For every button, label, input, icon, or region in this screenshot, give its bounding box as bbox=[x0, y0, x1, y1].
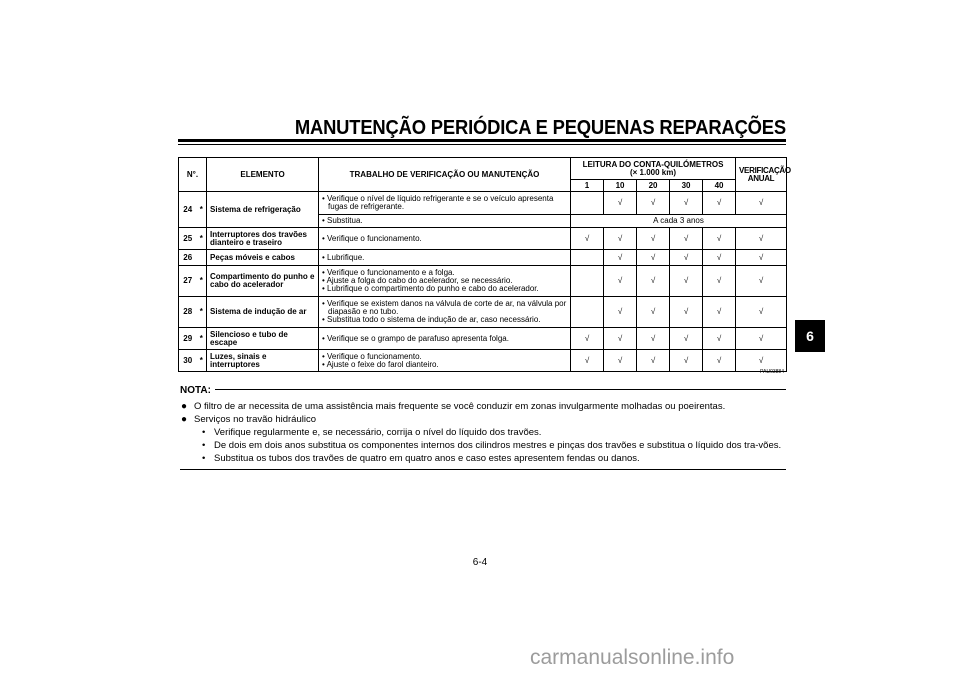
check-cell: √ bbox=[637, 228, 670, 250]
row-number: 30 bbox=[179, 350, 197, 372]
row-star: * bbox=[197, 192, 207, 228]
work-line: • Substitua. bbox=[322, 216, 363, 225]
work-line: • Verifique o funcionamento. bbox=[322, 351, 422, 361]
table-row bbox=[179, 297, 787, 328]
header-odometer-label: LEITURA DO CONTA-QUILÓMETROS bbox=[582, 159, 724, 169]
nota-item-text: Serviços no travão hidráulico bbox=[194, 414, 316, 425]
row-star: * bbox=[197, 297, 207, 328]
check-cell bbox=[571, 266, 604, 297]
header-number: N°. bbox=[179, 158, 207, 192]
check-cell: √ bbox=[670, 297, 703, 328]
header-km-30: 30 bbox=[670, 180, 703, 192]
sub-bullet-icon: • bbox=[202, 440, 206, 451]
row-element: Silencioso e tubo de escape bbox=[207, 328, 319, 350]
nota-subitem bbox=[180, 439, 786, 452]
work-line: • Ajuste o feixe do farol dianteiro. bbox=[322, 359, 439, 369]
check-cell bbox=[571, 250, 604, 266]
header-km-1: 1 bbox=[571, 180, 604, 192]
page-title: MANUTENÇÃO PERIÓDICA E PEQUENAS REPARAÇÕES bbox=[294, 117, 786, 139]
nota-list bbox=[180, 400, 786, 465]
check-cell: √ bbox=[670, 328, 703, 350]
check-cell: √ bbox=[703, 266, 736, 297]
row-number: 28 bbox=[179, 297, 197, 328]
check-cell: √ bbox=[604, 328, 637, 350]
interval-text: A cada 3 anos bbox=[571, 215, 787, 228]
row-work bbox=[319, 266, 571, 297]
nota-label: NOTA: bbox=[180, 385, 211, 396]
nota-rule bbox=[215, 389, 786, 390]
row-element: Interruptores dos travões dianteiro e traseiro bbox=[207, 228, 319, 250]
nota-item-text: O filtro de ar necessita de uma assistência mais frequente se você conduzir em zonas invulgarmente molhadas ou poeirentas. bbox=[194, 401, 726, 412]
check-cell: √ bbox=[637, 297, 670, 328]
table-code: PAU03884 bbox=[760, 369, 784, 375]
work-line: • Ajuste a folga do cabo do acelerador, se necessário. bbox=[322, 276, 513, 285]
title-rule-thick bbox=[178, 139, 786, 142]
bullet-icon: ● bbox=[181, 401, 188, 412]
row-element: Compartimento do punho e cabo do acelerador bbox=[207, 266, 319, 297]
check-cell: √ bbox=[670, 350, 703, 372]
work-line: • Verifique se o grampo de parafuso apresenta folga. bbox=[322, 333, 509, 343]
check-cell: √ bbox=[736, 266, 787, 297]
work-line: • Lubrifique o compartimento do punho e cabo do acelerador. bbox=[322, 284, 539, 293]
check-cell: √ bbox=[670, 228, 703, 250]
table-row bbox=[179, 192, 787, 215]
table-row bbox=[179, 250, 787, 266]
row-element: Peças móveis e cabos bbox=[207, 250, 319, 266]
row-star bbox=[197, 250, 207, 266]
nota-section bbox=[180, 380, 786, 465]
check-cell: √ bbox=[604, 350, 637, 372]
work-line: • Substitua todo o sistema de indução de ar, caso necessário. bbox=[322, 315, 541, 324]
header-odometer-unit: (× 1.000 km) bbox=[630, 167, 677, 177]
check-cell: √ bbox=[703, 328, 736, 350]
maintenance-table bbox=[178, 157, 791, 372]
header-odometer bbox=[571, 158, 736, 180]
check-cell: √ bbox=[571, 228, 604, 250]
row-work bbox=[319, 215, 571, 228]
check-cell: √ bbox=[637, 192, 670, 215]
check-cell: √ bbox=[736, 250, 787, 266]
work-line: • Lubrifique. bbox=[322, 252, 365, 262]
check-cell: √ bbox=[571, 328, 604, 350]
header-km-20: 20 bbox=[637, 180, 670, 192]
row-element: Luzes, sinais e interruptores bbox=[207, 350, 319, 372]
row-star: * bbox=[197, 266, 207, 297]
check-cell: √ bbox=[736, 228, 787, 250]
check-cell: √ bbox=[670, 192, 703, 215]
check-cell: √ bbox=[703, 228, 736, 250]
chapter-tab[interactable]: 6 bbox=[795, 320, 825, 352]
check-cell: √ bbox=[637, 266, 670, 297]
row-number: 29 bbox=[179, 328, 197, 350]
table-row bbox=[179, 266, 787, 297]
check-cell: √ bbox=[604, 228, 637, 250]
check-cell: √ bbox=[604, 297, 637, 328]
title-rule-thin bbox=[178, 144, 786, 145]
check-cell: √ bbox=[736, 297, 787, 328]
check-cell bbox=[571, 297, 604, 328]
check-cell bbox=[571, 192, 604, 215]
check-cell: √ bbox=[604, 192, 637, 215]
header-element: ELEMENTO bbox=[207, 158, 319, 192]
row-element: Sistema de indução de ar bbox=[207, 297, 319, 328]
header-annual-check: VERIFICAÇÃO ANUAL bbox=[736, 158, 787, 192]
check-cell: √ bbox=[604, 266, 637, 297]
row-star: * bbox=[197, 228, 207, 250]
row-work bbox=[319, 297, 571, 328]
check-cell: √ bbox=[703, 350, 736, 372]
header-work: TRABALHO DE VERIFICAÇÃO OU MANUTENÇÃO bbox=[319, 158, 571, 192]
table-row bbox=[179, 350, 787, 372]
header-km-10: 10 bbox=[604, 180, 637, 192]
check-cell: √ bbox=[736, 350, 787, 372]
check-cell: √ bbox=[670, 250, 703, 266]
check-cell: √ bbox=[571, 350, 604, 372]
check-cell: √ bbox=[703, 250, 736, 266]
nota-subitem bbox=[180, 452, 786, 465]
row-star: * bbox=[197, 328, 207, 350]
check-cell: √ bbox=[703, 297, 736, 328]
bullet-icon: ● bbox=[181, 414, 188, 425]
work-line: • Verifique o funcionamento e a folga. bbox=[322, 268, 455, 277]
row-number: 26 bbox=[179, 250, 197, 266]
nota-bottom-rule bbox=[180, 469, 786, 470]
page-number: 6-4 bbox=[472, 557, 488, 568]
row-work bbox=[319, 228, 571, 250]
row-work bbox=[319, 192, 571, 215]
check-cell: √ bbox=[604, 250, 637, 266]
check-cell: √ bbox=[736, 192, 787, 215]
row-work bbox=[319, 250, 571, 266]
check-cell: √ bbox=[703, 192, 736, 215]
table-row bbox=[179, 328, 787, 350]
work-line: • Verifique o funcionamento. bbox=[322, 233, 422, 243]
work-line: • Verifique o nível de líquido refrigerante e se o veículo apresenta fugas de refrigerante. bbox=[322, 194, 554, 211]
table-row bbox=[179, 228, 787, 250]
nota-subitem-text: De dois em dois anos substitua os componentes internos dos cilindros mestres e pinças dos travões e substitua o líquido dos tra-vões. bbox=[214, 440, 782, 451]
sub-bullet-icon: • bbox=[202, 453, 206, 464]
check-cell: √ bbox=[736, 328, 787, 350]
row-number: 25 bbox=[179, 228, 197, 250]
watermark[interactable]: carmanualsonline.info bbox=[530, 646, 735, 669]
nota-item bbox=[180, 400, 786, 413]
row-work bbox=[319, 350, 571, 372]
row-number: 24 bbox=[179, 192, 197, 228]
check-cell: √ bbox=[637, 350, 670, 372]
header-km-40: 40 bbox=[703, 180, 736, 192]
nota-subitem-text: Verifique regularmente e, se necessário, corrija o nível do líquido dos travões. bbox=[214, 427, 542, 438]
check-cell: √ bbox=[637, 250, 670, 266]
row-element: Sistema de refrigeração bbox=[207, 192, 319, 228]
check-cell: √ bbox=[637, 328, 670, 350]
nota-subitem-text: Substitua os tubos dos travões de quatro em quatro anos e caso estes apresentem fendas ou danos. bbox=[214, 453, 640, 464]
nota-item bbox=[180, 413, 786, 426]
row-work bbox=[319, 328, 571, 350]
work-line: • Verifique se existem danos na válvula de corte de ar, na válvula por diapasão e no tubo. bbox=[322, 299, 567, 316]
sub-bullet-icon: • bbox=[202, 427, 206, 438]
row-star: * bbox=[197, 350, 207, 372]
check-cell: √ bbox=[670, 266, 703, 297]
nota-subitem bbox=[180, 426, 786, 439]
row-number: 27 bbox=[179, 266, 197, 297]
